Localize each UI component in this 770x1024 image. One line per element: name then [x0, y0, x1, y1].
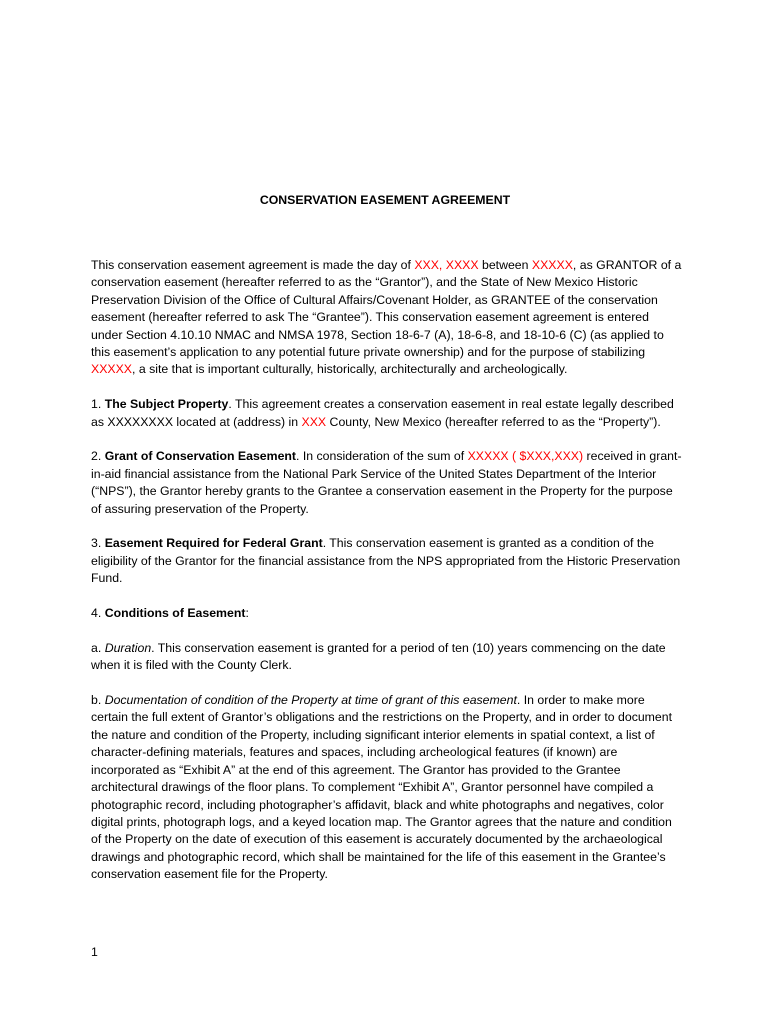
section-2-heading: Grant of Conservation Easement	[104, 449, 297, 464]
paragraph-a-label: a.	[91, 640, 105, 655]
section-4-heading: Conditions of Easement	[104, 606, 246, 621]
section-1-text-2: County, New Mexico (hereafter referred to as the “Property”).	[326, 414, 661, 429]
page-number: 1	[91, 945, 98, 959]
section-1-number: 1.	[91, 397, 105, 412]
section-1-paragraph	[91, 396, 683, 431]
intro-text-4: , a site that is important culturally, historically, architecturally and archeologically.	[132, 362, 568, 377]
section-2-text-1: . In consideration of the sum of	[296, 449, 468, 464]
section-3-paragraph	[91, 535, 683, 587]
placeholder-amount: XXXXX ( $XXX,XXX)	[467, 449, 584, 464]
placeholder-site: XXXXX	[91, 362, 133, 377]
paragraph-a	[91, 640, 683, 675]
intro-paragraph	[91, 257, 683, 379]
paragraph-b-text: . In order to make more certain the full extent of Grantor’s obligations and the restrictions on the Property, and in order to document the nature and condition of the Property, including significant interior elements in spatial context, a list of character-defining materials, features and spaces, including archeological features (if known) are incorporated as “Exhibit A” at the end of this agreement. The Grantor has provided to the Grantee architectural drawings of the floor plans. To complement “Exhibit A”, Grantor personnel have compiled a photographic record, including photographer’s affidavit, black and white photographs and negatives, color digital prints, photograph logs, and a keyed location map. The Grantor agrees that the nature and condition of the Property on the date of execution of this easement is accurately documented by the archaeological drawings and photographic record, which shall be maintained for the life of this easement in the Grantee’s conservation easement file for the Property.	[91, 693, 673, 882]
paragraph-a-text: . This conservation easement is granted for a period of ten (10) years commencing on the date when it is filed with the County Clerk.	[91, 640, 666, 673]
section-1-text-1: . This agreement creates a conservation easement in real estate legally described as XXXXXXXX located at (address) in	[91, 397, 674, 429]
document-title: CONSERVATION EASEMENT AGREEMENT	[259, 193, 511, 207]
paragraph-b	[91, 692, 683, 883]
section-2-number: 2.	[91, 449, 105, 464]
intro-text-3: , as GRANTOR of a conservation easement (hereafter referred to as the “Grantor”), and the State of New Mexico Historic Preservation Division of the Office of Cultural Affairs/Covenant Holder, as GRANTEE of the conservation easement (hereafter referred to ask The “Grantee”). This conservation easement agreement is entered under Section 4.10.10 NMAC and NMSA 1978, Section 18-6-7 (A), 18-6-8, and 18-10-6 (C) (as applied to this easement’s application to any potential future private ownership) and for the purpose of stabilizing	[91, 258, 682, 360]
section-3-text-1: . This conservation easement is granted as a condition of the eligibility of the Grantor for the financial assistance from the NPS appropriated from the Historic Preservation Fund.	[91, 536, 681, 586]
section-2-paragraph	[91, 448, 683, 518]
section-3-heading: Easement Required for Federal Grant	[104, 536, 323, 551]
document-body	[91, 257, 683, 901]
section-4-text-1: :	[245, 606, 249, 621]
section-1-heading: The Subject Property	[104, 397, 229, 412]
intro-text-1: This conservation easement agreement is made the day of	[91, 258, 415, 272]
intro-text-2: between	[478, 258, 532, 272]
placeholder-county: XXX	[301, 414, 327, 429]
placeholder-date: XXX, XXXX	[414, 258, 479, 272]
section-4-paragraph	[91, 605, 683, 622]
placeholder-grantor: XXXXX	[531, 258, 573, 272]
paragraph-b-label: b.	[91, 693, 105, 708]
paragraph-b-heading: Documentation of condition of the Property at time of grant of this easement	[104, 693, 517, 708]
section-2-text-2: received in grant-in-aid financial assistance from the National Park Service of the United States Department of the Interior (“NPS”), the Grantor hereby grants to the Grantee a conservation easement in the Property for the purpose of assuring preservation of the Property.	[91, 449, 682, 516]
section-3-number: 3.	[91, 536, 105, 551]
section-4-number: 4.	[91, 606, 105, 621]
paragraph-a-heading: Duration	[104, 640, 152, 655]
